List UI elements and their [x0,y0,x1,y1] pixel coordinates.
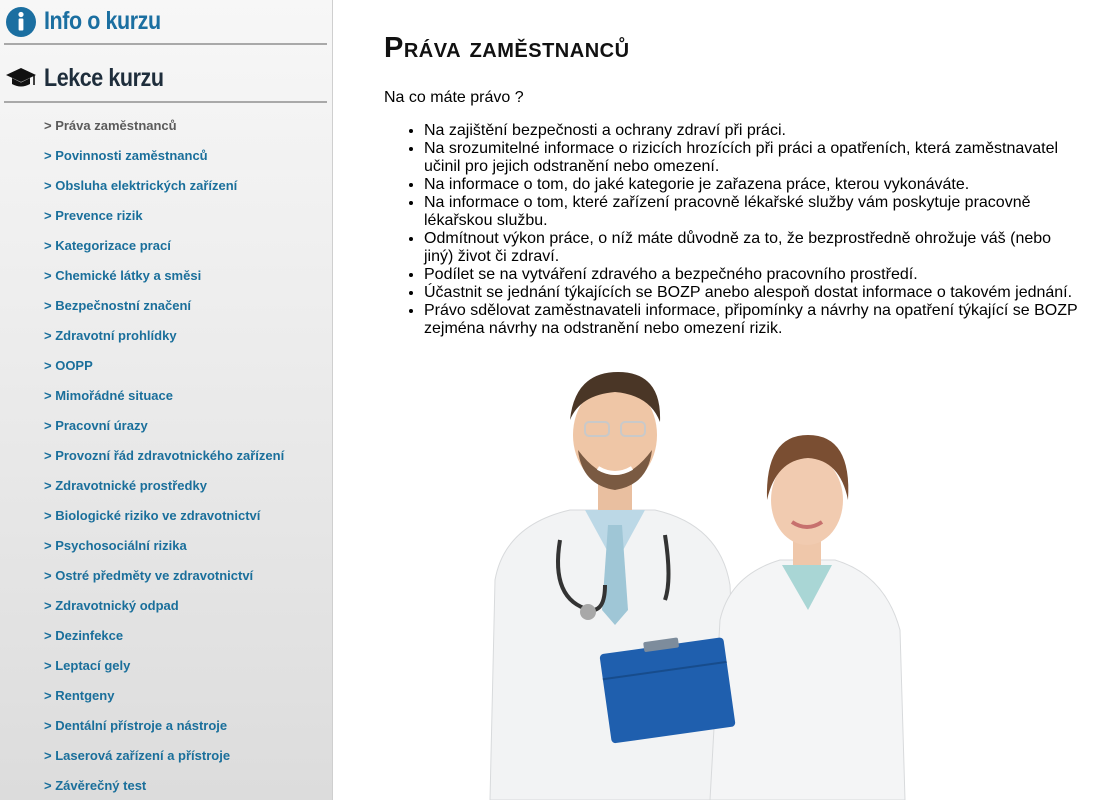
lesson-link[interactable]: > Závěrečný test [44,778,147,793]
lesson-link[interactable]: > Obsluha elektrických zařízení [44,178,238,193]
graduation-cap-icon [4,61,38,95]
intro-text: Na co máte právo ? [384,89,524,106]
rights-list-item: • Na informace o tom, do jaké kategorie je zařazena práce, kterou vykonáváte. [424,176,1084,194]
lesson-link[interactable]: > Kategorizace prací [44,238,171,253]
info-header[interactable] [4,0,327,45]
lesson-link[interactable]: > Zdravotní prohlídky [44,328,177,343]
rights-list-item: • Účastnit se jednání týkajících se BOZP anebo alespoň dostat informace o takovém jednání. [424,284,1084,302]
lesson-link[interactable]: > Ostré předměty ve zdravotnictví [44,568,254,583]
lesson-list [4,117,327,807]
page-title: Práva zaměstnanců [384,32,630,64]
lesson-link[interactable]: > Bezpečnostní značení [44,298,192,313]
lesson-link[interactable]: > Rentgeny [44,688,115,703]
lesson-link[interactable]: > Dezinfekce [44,628,124,643]
lesson-link[interactable]: > Leptací gely [44,658,131,673]
info-section [4,0,327,45]
lessons-header[interactable] [4,55,327,103]
rights-list-item: • Na srozumitelné informace o rizicích hrozících při práci a opatřeních, která zaměstnavatel učinil pro jejich odstranění nebo omezení. [424,140,1084,176]
lesson-link[interactable]: > Dentální přístroje a nástroje [44,718,228,733]
rights-list [424,122,1084,338]
lesson-link[interactable]: > Psychosociální rizika [44,538,187,553]
rights-list-item: • Na informace o tom, které zařízení pracovně lékařské služby vám poskytuje pracovně lékařskou službu. [424,194,1084,230]
lesson-link[interactable]: > OOPP [44,358,93,373]
doctors-image [410,350,1060,800]
lesson-link[interactable]: > Zdravotnický odpad [44,598,179,613]
lessons-section [4,55,327,807]
rights-list-item: • Podílet se na vytváření zdravého a bezpečného pracovního prostředí. [424,266,1084,284]
sidebar [0,0,333,800]
info-circle-icon [4,5,38,39]
rights-list-item: • Na zajištění bezpečnosti a ochrany zdraví při práci. [424,122,1084,140]
lesson-link[interactable]: > Prevence rizik [44,208,143,223]
lesson-link[interactable]: > Chemické látky a směsi [44,268,202,283]
rights-list-item: • Odmítnout výkon práce, o níž máte důvodně za to, že bezprostředně ohrožuje váš (nebo jiný) život či zdraví. [424,230,1084,266]
lessons-title: Lekce kurzu [44,63,164,92]
lesson-link[interactable]: > Mimořádné situace [44,388,173,403]
lesson-link[interactable]: > Zdravotnické prostředky [44,478,207,493]
rights-list-item: • Právo sdělovat zaměstnavateli informace, připomínky a návrhy na opatření týkající se BOZP zejména návrhy na odstranění nebo omezení rizik. [424,302,1084,338]
lesson-link[interactable]: > Pracovní úrazy [44,418,148,433]
main-content [384,0,1084,338]
info-title: Info o kurzu [44,7,161,35]
lesson-link[interactable]: > Povinnosti zaměstnanců [44,148,208,163]
lesson-link[interactable]: > Laserová zařízení a přístroje [44,748,231,763]
lesson-link[interactable]: > Provozní řád zdravotnického zařízení [44,448,285,463]
lesson-link[interactable]: > Biologické riziko ve zdravotnictví [44,508,261,523]
lesson-link[interactable]: > Práva zaměstnanců [44,118,177,133]
